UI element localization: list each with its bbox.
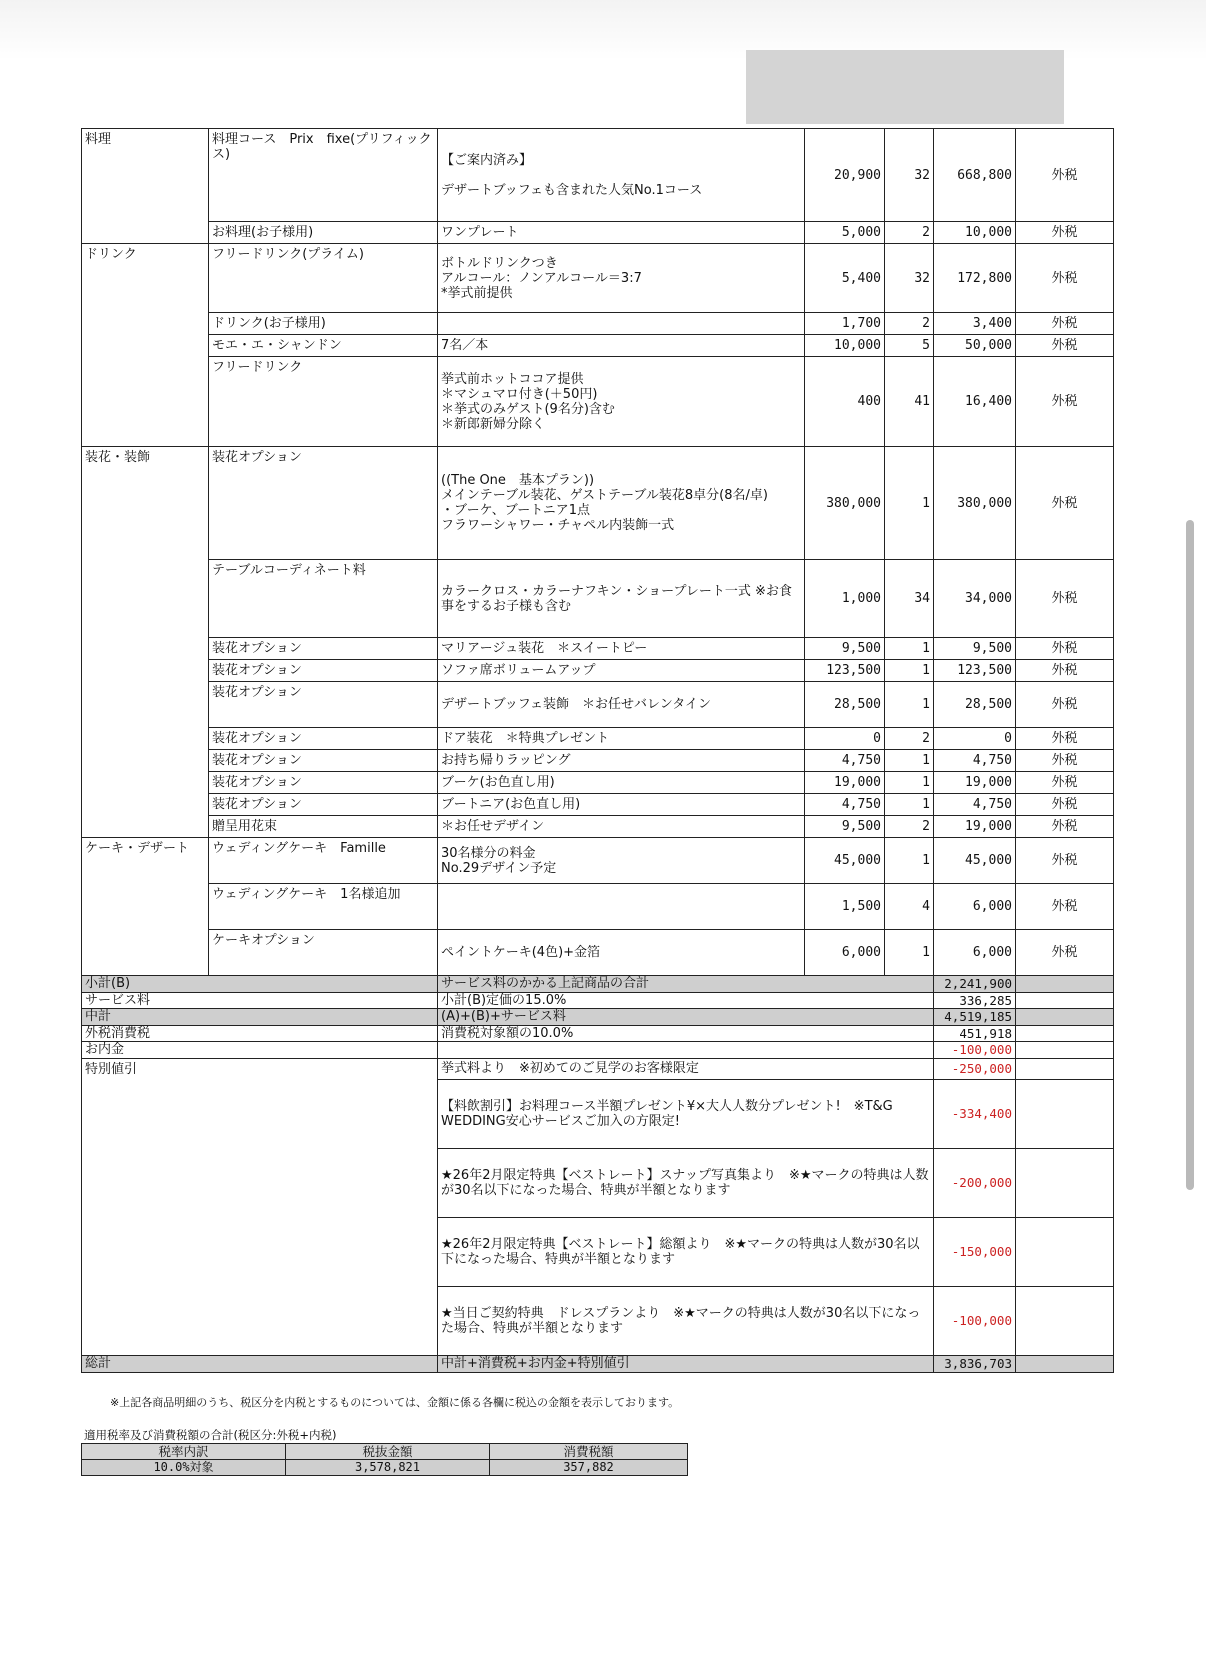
- quantity-cell: 1: [885, 638, 934, 660]
- description-cell: ＊お任せデザイン: [438, 816, 805, 838]
- description-cell: マリアージュ装花 ＊スイートピー: [438, 638, 805, 660]
- summary-label: お内金: [82, 1042, 438, 1059]
- category-cell: 料理: [82, 129, 209, 244]
- description-cell: ソファ席ボリュームアップ: [438, 660, 805, 682]
- description-cell: お持ち帰りラッピング: [438, 750, 805, 772]
- table-row: [82, 838, 1114, 884]
- discount-description: 挙式料より ※初めてのご見学のお客様限定: [438, 1059, 934, 1080]
- quantity-cell: 1: [885, 838, 934, 884]
- table-row: [82, 794, 1114, 816]
- summary-blank: [1016, 993, 1114, 1009]
- quantity-cell: 2: [885, 313, 934, 335]
- amount-cell: 6,000: [934, 884, 1016, 930]
- unit-price-cell: 9,500: [805, 816, 885, 838]
- tax-type-cell: 外税: [1016, 447, 1114, 560]
- pre-tax-amount-header: 税抜金額: [286, 1444, 490, 1460]
- discount-label: 特別値引: [82, 1059, 438, 1356]
- quantity-cell: 41: [885, 357, 934, 447]
- pre-tax-amount-value: 3,578,821: [286, 1460, 490, 1476]
- table-row: [82, 638, 1114, 660]
- tax-rate-table: [81, 1443, 688, 1476]
- tax-footnote: ※上記各商品明細のうち、税区分を内税とするものについては、金額に係る各欄に税込の金額を表示しております。: [110, 1396, 680, 1409]
- tax-rate-value: 10.0%対象: [82, 1460, 286, 1476]
- quantity-cell: 2: [885, 222, 934, 244]
- unit-price-cell: 5,400: [805, 244, 885, 313]
- quantity-cell: 4: [885, 884, 934, 930]
- category-cell: 装花・装飾: [82, 447, 209, 838]
- description-cell: ブーケ(お色直し用): [438, 772, 805, 794]
- amount-cell: 45,000: [934, 838, 1016, 884]
- summary-blank: [1016, 1009, 1114, 1026]
- summary-amount: 451,918: [934, 1026, 1016, 1042]
- item-name-cell: 装花オプション: [209, 728, 438, 750]
- amount-cell: 172,800: [934, 244, 1016, 313]
- quantity-cell: 1: [885, 772, 934, 794]
- description-cell: カラークロス・カラーナフキン・ショープレート一式 ※お食事をするお子様も含む: [438, 560, 805, 638]
- quantity-cell: 1: [885, 447, 934, 560]
- amount-cell: 4,750: [934, 794, 1016, 816]
- table-row: [82, 447, 1114, 560]
- summary-blank: [1016, 1026, 1114, 1042]
- tax-type-cell: 外税: [1016, 313, 1114, 335]
- tax-type-cell: 外税: [1016, 728, 1114, 750]
- tax-type-cell: 外税: [1016, 638, 1114, 660]
- summary-row: [82, 976, 1114, 993]
- table-row: [82, 222, 1114, 244]
- amount-cell: 0: [934, 728, 1016, 750]
- unit-price-cell: 0: [805, 728, 885, 750]
- consumption-tax-value: 357,882: [490, 1460, 688, 1476]
- consumption-tax-header: 消費税額: [490, 1444, 688, 1460]
- tax-type-cell: 外税: [1016, 884, 1114, 930]
- discount-blank: [1016, 1149, 1114, 1218]
- description-cell: [438, 313, 805, 335]
- unit-price-cell: 5,000: [805, 222, 885, 244]
- item-name-cell: フリードリンク: [209, 357, 438, 447]
- description-cell: ブートニア(お色直し用): [438, 794, 805, 816]
- unit-price-cell: 9,500: [805, 638, 885, 660]
- unit-price-cell: 20,900: [805, 129, 885, 222]
- quantity-cell: 1: [885, 794, 934, 816]
- estimate-table: [81, 128, 1114, 1373]
- summary-blank: [1016, 1042, 1114, 1059]
- quantity-cell: 32: [885, 129, 934, 222]
- tax-type-cell: 外税: [1016, 816, 1114, 838]
- description-cell: 【ご案内済み】 デザートブッフェも含まれた人気No.1コース: [438, 129, 805, 222]
- unit-price-cell: 10,000: [805, 335, 885, 357]
- grand-total-label: 総計: [82, 1356, 438, 1373]
- unit-price-cell: 1,500: [805, 884, 885, 930]
- category-cell: ドリンク: [82, 244, 209, 447]
- tax-rate-header-row: [82, 1444, 688, 1460]
- unit-price-cell: 45,000: [805, 838, 885, 884]
- quantity-cell: 1: [885, 682, 934, 728]
- unit-price-cell: 1,000: [805, 560, 885, 638]
- table-row: [82, 313, 1114, 335]
- summary-label: 中計: [82, 1009, 438, 1026]
- tax-rate-header: 税率内訳: [82, 1444, 286, 1460]
- amount-cell: 3,400: [934, 313, 1016, 335]
- item-name-cell: ドリンク(お子様用): [209, 313, 438, 335]
- summary-blank: [1016, 976, 1114, 993]
- unit-price-cell: 380,000: [805, 447, 885, 560]
- amount-cell: 28,500: [934, 682, 1016, 728]
- description-cell: 30名様分の料金 No.29デザイン予定: [438, 838, 805, 884]
- table-row: [82, 930, 1114, 976]
- table-row: [82, 357, 1114, 447]
- unit-price-cell: 123,500: [805, 660, 885, 682]
- tax-type-cell: 外税: [1016, 560, 1114, 638]
- quantity-cell: 32: [885, 244, 934, 313]
- summary-row: [82, 1009, 1114, 1026]
- quantity-cell: 1: [885, 750, 934, 772]
- description-cell: デザートブッフェ装飾 ＊お任せバレンタイン: [438, 682, 805, 728]
- amount-cell: 50,000: [934, 335, 1016, 357]
- amount-cell: 9,500: [934, 638, 1016, 660]
- table-row: [82, 816, 1114, 838]
- item-name-cell: お料理(お子様用): [209, 222, 438, 244]
- item-name-cell: 装花オプション: [209, 794, 438, 816]
- table-row: [82, 772, 1114, 794]
- description-cell: ボトルドリンクつき アルコール：ノンアルコール＝3:7 *挙式前提供: [438, 244, 805, 313]
- description-cell: [438, 884, 805, 930]
- tax-type-cell: 外税: [1016, 357, 1114, 447]
- quantity-cell: 2: [885, 816, 934, 838]
- summary-description: サービス料のかかる上記商品の合計: [438, 976, 934, 993]
- description-cell: ペイントケーキ(4色)+金箔: [438, 930, 805, 976]
- description-cell: ワンプレート: [438, 222, 805, 244]
- item-name-cell: モエ・エ・シャンドン: [209, 335, 438, 357]
- discount-blank: [1016, 1218, 1114, 1287]
- tax-type-cell: 外税: [1016, 794, 1114, 816]
- tax-type-cell: 外税: [1016, 129, 1114, 222]
- summary-amount: 4,519,185: [934, 1009, 1016, 1026]
- amount-cell: 10,000: [934, 222, 1016, 244]
- tax-type-cell: 外税: [1016, 750, 1114, 772]
- quantity-cell: 2: [885, 728, 934, 750]
- summary-description: 小計(B)定価の15.0%: [438, 993, 934, 1009]
- grand-total-amount: 3,836,703: [934, 1356, 1016, 1373]
- amount-cell: 19,000: [934, 816, 1016, 838]
- tax-type-cell: 外税: [1016, 682, 1114, 728]
- discount-blank: [1016, 1059, 1114, 1080]
- grand-total-row: [82, 1356, 1114, 1373]
- tax-type-cell: 外税: [1016, 930, 1114, 976]
- quantity-cell: 5: [885, 335, 934, 357]
- discount-amount: -100,000: [934, 1287, 1016, 1356]
- description-cell: 挙式前ホットココア提供 ＊マシュマロ付き(＋50円) ＊挙式のみゲスト(9名分)含む ＊新郎新婦分除く: [438, 357, 805, 447]
- discount-amount: -150,000: [934, 1218, 1016, 1287]
- amount-cell: 16,400: [934, 357, 1016, 447]
- table-row: [82, 560, 1114, 638]
- table-row: [82, 750, 1114, 772]
- tax-type-cell: 外税: [1016, 838, 1114, 884]
- tax-rate-value-row: [82, 1460, 688, 1476]
- summary-amount: 2,241,900: [934, 976, 1016, 993]
- table-row: [82, 129, 1114, 222]
- summary-row: [82, 1026, 1114, 1042]
- item-name-cell: ウェディングケーキ Famille: [209, 838, 438, 884]
- unit-price-cell: 4,750: [805, 794, 885, 816]
- tax-rate-caption: 適用税率及び消費税額の合計(税区分:外税+内税): [84, 1428, 337, 1442]
- quantity-cell: 1: [885, 930, 934, 976]
- discount-amount: -200,000: [934, 1149, 1016, 1218]
- summary-description: 消費税対象額の10.0%: [438, 1026, 934, 1042]
- table-row: [82, 335, 1114, 357]
- summary-row: [82, 1042, 1114, 1059]
- unit-price-cell: 28,500: [805, 682, 885, 728]
- discount-amount: -250,000: [934, 1059, 1016, 1080]
- unit-price-cell: 19,000: [805, 772, 885, 794]
- discount-amount: -334,400: [934, 1080, 1016, 1149]
- category-cell: ケーキ・デザート: [82, 838, 209, 976]
- amount-cell: 6,000: [934, 930, 1016, 976]
- unit-price-cell: 1,700: [805, 313, 885, 335]
- description-cell: ドア装花 ＊特典プレゼント: [438, 728, 805, 750]
- summary-row: [82, 993, 1114, 1009]
- unit-price-cell: 6,000: [805, 930, 885, 976]
- summary-label: サービス料: [82, 993, 438, 1009]
- amount-cell: 4,750: [934, 750, 1016, 772]
- discount-row: [82, 1059, 1114, 1080]
- amount-cell: 34,000: [934, 560, 1016, 638]
- amount-cell: 19,000: [934, 772, 1016, 794]
- item-name-cell: 装花オプション: [209, 638, 438, 660]
- item-name-cell: 装花オプション: [209, 447, 438, 560]
- item-name-cell: 贈呈用花束: [209, 816, 438, 838]
- quantity-cell: 34: [885, 560, 934, 638]
- discount-description: ★当日ご契約特典 ドレスプランより ※★マークの特典は人数が30名以下になった場合、特典が半額となります: [438, 1287, 934, 1356]
- table-row: [82, 682, 1114, 728]
- tax-type-cell: 外税: [1016, 335, 1114, 357]
- discount-description: ★26年2月限定特典【ベストレート】総額より ※★マークの特典は人数が30名以下になった場合、特典が半額となります: [438, 1218, 934, 1287]
- item-name-cell: ウェディングケーキ 1名様追加: [209, 884, 438, 930]
- summary-amount: -100,000: [934, 1042, 1016, 1059]
- tax-type-cell: 外税: [1016, 660, 1114, 682]
- redacted-block: [746, 50, 1064, 124]
- tax-type-cell: 外税: [1016, 772, 1114, 794]
- table-row: [82, 884, 1114, 930]
- table-row: [82, 728, 1114, 750]
- summary-description: (A)+(B)+サービス料: [438, 1009, 934, 1026]
- item-name-cell: 装花オプション: [209, 772, 438, 794]
- tax-type-cell: 外税: [1016, 222, 1114, 244]
- item-name-cell: フリードリンク(プライム): [209, 244, 438, 313]
- tax-type-cell: 外税: [1016, 244, 1114, 313]
- discount-blank: [1016, 1080, 1114, 1149]
- table-row: [82, 244, 1114, 313]
- summary-label: 小計(B): [82, 976, 438, 993]
- scrollbar-thumb[interactable]: [1186, 520, 1194, 1190]
- discount-description: 【料飲割引】お料理コース半額プレゼント¥×大人人数分プレゼント! ※T&G WEDDING安心サービスご加入の方限定!: [438, 1080, 934, 1149]
- summary-amount: 336,285: [934, 993, 1016, 1009]
- discount-blank: [1016, 1287, 1114, 1356]
- discount-description: ★26年2月限定特典【ベストレート】スナップ写真集より ※★マークの特典は人数が30名以下になった場合、特典が半額となります: [438, 1149, 934, 1218]
- item-name-cell: 装花オプション: [209, 682, 438, 728]
- summary-label: 外税消費税: [82, 1026, 438, 1042]
- summary-description: [438, 1042, 934, 1059]
- quantity-cell: 1: [885, 660, 934, 682]
- grand-total-description: 中計+消費税+お内金+特別値引: [438, 1356, 934, 1373]
- description-cell: 7名／本: [438, 335, 805, 357]
- amount-cell: 380,000: [934, 447, 1016, 560]
- unit-price-cell: 4,750: [805, 750, 885, 772]
- grand-total-blank: [1016, 1356, 1114, 1373]
- item-name-cell: ケーキオプション: [209, 930, 438, 976]
- table-row: [82, 660, 1114, 682]
- description-cell: ((The One 基本プラン)) メインテーブル装花、ゲストテーブル装花8卓分(8名/卓) ・ブーケ、ブートニア1点 フラワーシャワー・チャペル内装飾一式: [438, 447, 805, 560]
- item-name-cell: 装花オプション: [209, 660, 438, 682]
- item-name-cell: 装花オプション: [209, 750, 438, 772]
- amount-cell: 123,500: [934, 660, 1016, 682]
- unit-price-cell: 400: [805, 357, 885, 447]
- item-name-cell: テーブルコーディネート料: [209, 560, 438, 638]
- amount-cell: 668,800: [934, 129, 1016, 222]
- item-name-cell: 料理コース Prix fixe(プリフィックス): [209, 129, 438, 222]
